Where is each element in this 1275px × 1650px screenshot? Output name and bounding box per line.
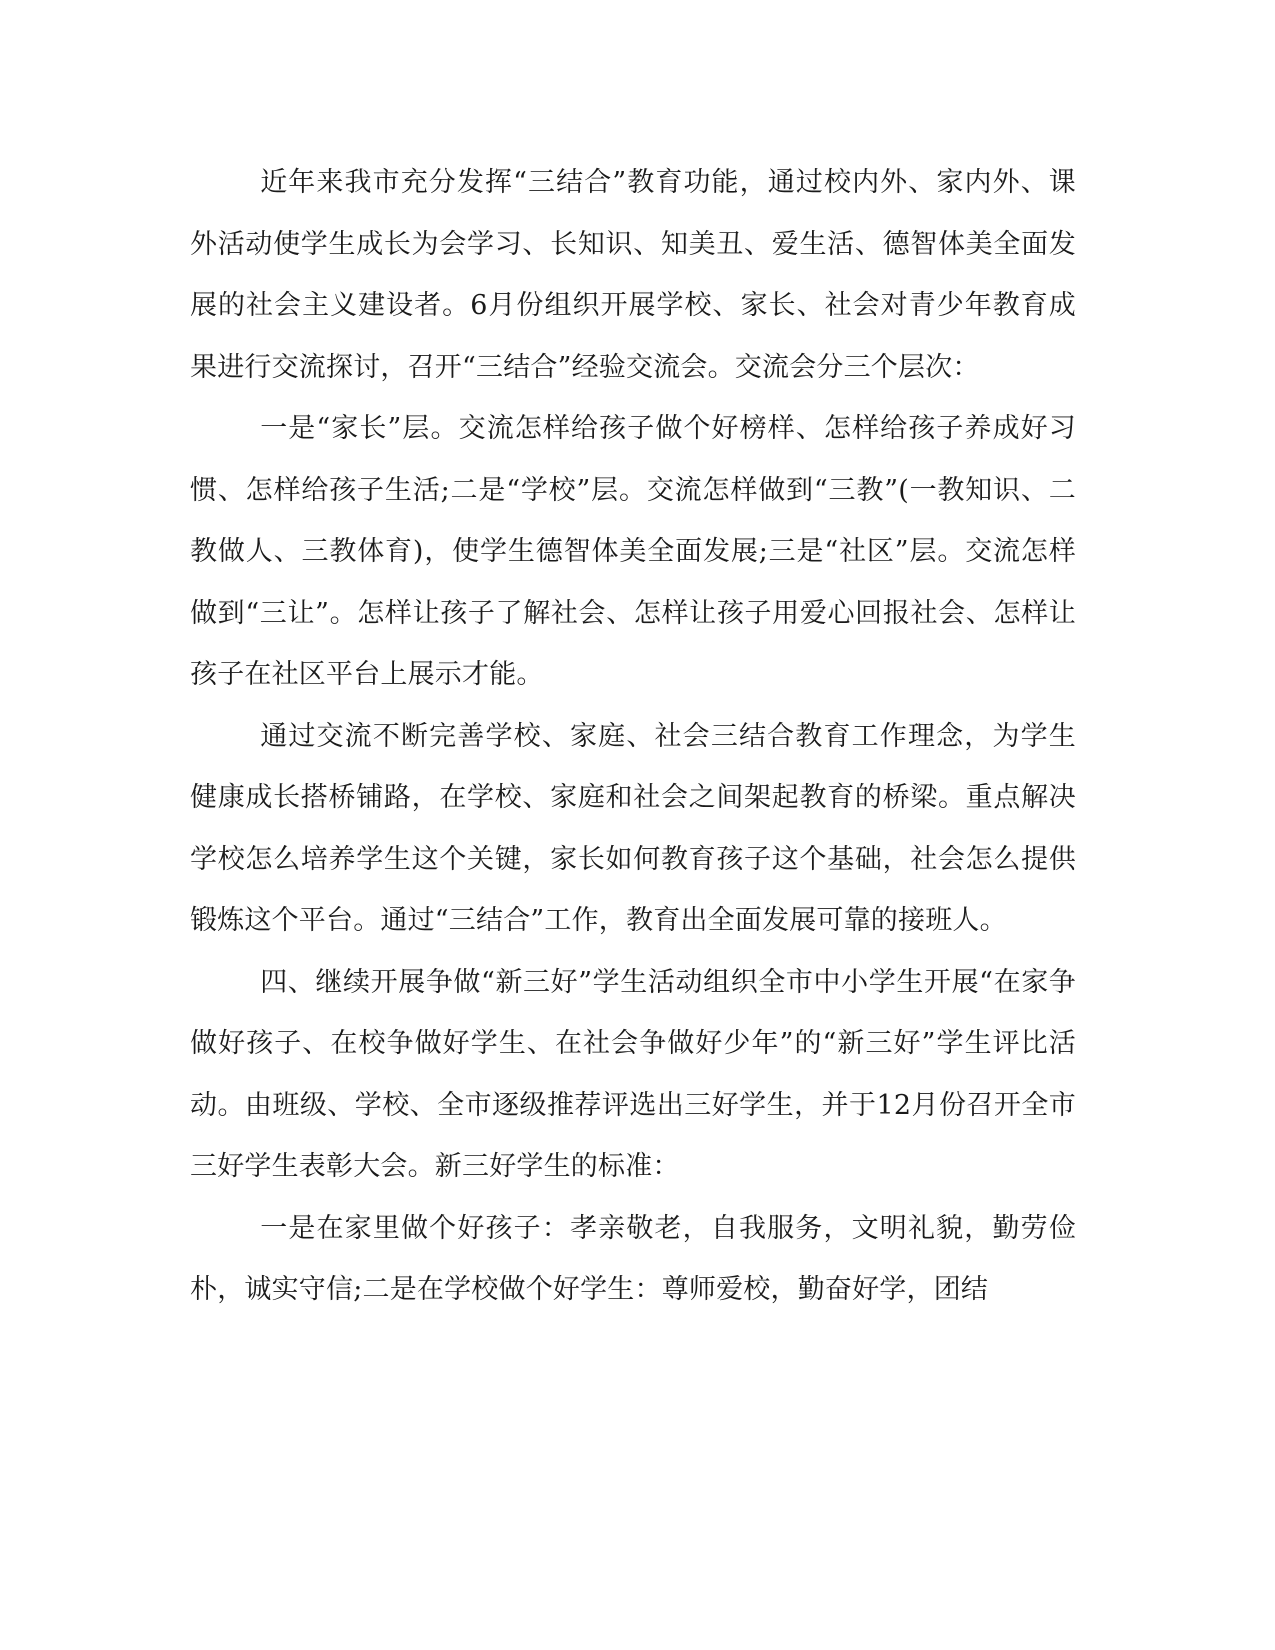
paragraph-3: 通过交流不断完善学校、家庭、社会三结合教育工作理念，为学生健康成长搭桥铺路，在学校、家庭和社会之间架起教育的桥梁。重点解决学校怎么培养学生这个关键，家长如何教育孩子这个基础，社会怎么提供锻炼这个平台。通过“三结合”工作，教育出全面发展可靠的接班人。 <box>190 720 1076 936</box>
paragraph-2: 一是“家长”层。交流怎样给孩子做个好榜样、怎样给孩子养成好习惯、怎样给孩子生活;二是“学校”层。交流怎样做到“三教”(一教知识、二教做人、三教体育)，使学生德智体美全面发展;三是“社区”层。交流怎样做到“三让”。怎样让孩子了解社会、怎样让孩子用爱心回报社会、怎样让孩子在社区平台上展示才能。 <box>190 413 1076 690</box>
document-body <box>190 152 1076 1321</box>
paragraph-5: 一是在家里做个好孩子：孝亲敬老，自我服务，文明礼貌，勤劳俭朴，诚实守信;二是在学校做个好学生：尊师爱校，勤奋好学，团结 <box>190 1212 1076 1305</box>
paragraph-1: 近年来我市充分发挥“三结合”教育功能，通过校内外、家内外、课外活动使学生成长为会学习、长知识、知美丑、爱生活、德智体美全面发展的社会主义建设者。6月份组织开展学校、家长、社会对青少年教育成果进行交流探讨，召开“三结合”经验交流会。交流会分三个层次： <box>190 167 1076 383</box>
paragraph-4: 四、继续开展争做“新三好”学生活动组织全市中小学生开展“在家争做好孩子、在校争做好学生、在社会争做好少年”的“新三好”学生评比活动。由班级、学校、全市逐级推荐评选出三好学生，并于12月份召开全市三好学生表彰大会。新三好学生的标准： <box>190 966 1076 1182</box>
